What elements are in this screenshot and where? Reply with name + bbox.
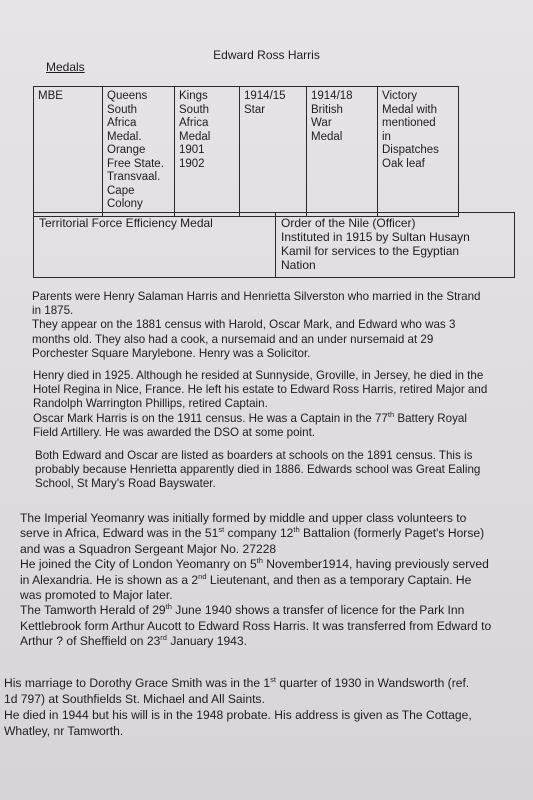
cell-line: Medal. xyxy=(107,130,142,143)
superscript: nd xyxy=(198,571,207,581)
text-line xyxy=(20,573,491,588)
superscript: th xyxy=(387,409,395,419)
cell-line: Orange xyxy=(107,144,146,156)
text-line: Field Artillery. He was awarded the DSO at some point. xyxy=(33,425,316,439)
medal-cell-1914-15-star xyxy=(240,87,307,217)
text-fragment: Battery Royal xyxy=(394,411,467,425)
text-line: Both Edward and Oscar are listed as boarders at schools on the 1891 census. This is xyxy=(35,449,473,462)
text-fragment: Lieutenant, and then as a temporary Captain. He xyxy=(206,572,472,587)
text-line: Randolph Warrington Phillips, retired Captain. xyxy=(33,397,268,411)
superscript: st xyxy=(218,525,225,535)
superscript: th xyxy=(165,602,172,612)
cell-line: Victory xyxy=(382,90,417,102)
cell-line: mentioned xyxy=(382,117,436,129)
text-line: School, St Mary's Road Bayswater. xyxy=(35,477,216,491)
text-line xyxy=(20,557,491,572)
text-line: Porchester Square Marylebone. Henry was a Solicitor. xyxy=(32,346,311,360)
cell-line: Medal xyxy=(311,130,343,143)
order-of-nile-cell xyxy=(276,213,515,278)
text-fragment: serve in Africa, Edward was in the 51 xyxy=(20,526,219,541)
text-fragment: quarter of 1930 in Wandsworth (ref. xyxy=(276,676,470,690)
text-fragment: He joined the City of London Yeomanry on 5 xyxy=(20,557,257,572)
text-line: Parents were Henry Salaman Harris and Henrietta Silverston who married in the Strand xyxy=(32,290,481,303)
cell-line: Colony xyxy=(107,198,143,210)
medal-cell-british-war-medal xyxy=(307,87,378,217)
text-fragment: Arthur ? of Sheffield on 23 xyxy=(20,634,161,649)
text-line: and was a Squadron Sergeant Major No. 27228 xyxy=(20,541,277,556)
text-line: was promoted to Major later. xyxy=(20,588,173,603)
text-line xyxy=(20,603,491,618)
text-line xyxy=(20,634,491,649)
text-line: probably because Henrietta apparently died in 1886. Edwards school was Great Ealing xyxy=(35,463,481,477)
text-line xyxy=(4,675,472,691)
text-line: Henry died in 1925. Although he resided at Sunnyside, Groville, in Jersey, he died in the xyxy=(33,369,484,382)
cell-line: Queens xyxy=(107,90,148,102)
medals-heading: Medals xyxy=(46,60,85,74)
cell-line: Medal xyxy=(179,130,211,143)
cell-line: 1914/15 xyxy=(244,90,286,102)
cell-line: Territorial Force Efficiency Medal xyxy=(39,216,213,230)
cell-line: Star xyxy=(244,103,266,116)
paragraph-henry-death xyxy=(33,369,487,440)
cell-line: 1914/18 xyxy=(311,90,353,102)
paragraph-parents xyxy=(32,290,481,361)
text-line: Whatley, nr Tamworth. xyxy=(4,724,124,738)
cell-line: Medal with xyxy=(382,103,437,116)
superscript: th xyxy=(293,525,300,535)
text-fragment: November1914, having previously served xyxy=(262,557,489,572)
text-line: Hotel Regina in Nice, France. He left his estate to Edward Ross Harris, retired Major and xyxy=(33,383,488,397)
medal-cell-victory-medal xyxy=(378,87,459,217)
medals-table xyxy=(33,86,459,217)
text-line xyxy=(33,409,487,426)
text-line: Kettlebrook form Arthur Aucott to Edward Ross Harris. It was transferred from Edward to xyxy=(20,618,492,633)
text-line: He died in 1944 but his will is in the 1948 probate. His address is given as The Cottage, xyxy=(4,708,472,722)
superscript: st xyxy=(270,674,277,684)
cell-line: Cape xyxy=(107,184,135,197)
text-fragment: June 1940 shows a transfer of licence for the Park Inn xyxy=(171,603,465,618)
cell-line: in xyxy=(382,130,391,143)
text-fragment: in Alexandria. He is shown as a 2 xyxy=(20,572,199,587)
cell-line: South xyxy=(179,103,210,116)
medal-cell-mbe xyxy=(34,87,103,217)
cell-line: Transvaal. xyxy=(107,171,161,183)
cell-line: Free State. xyxy=(107,157,164,170)
superscript: th xyxy=(256,556,263,566)
cell-line: Oak leaf xyxy=(382,157,425,170)
text-line: 1d 797) at Southfields St. Michael and All Saints. xyxy=(4,692,265,706)
paragraph-marriage xyxy=(4,675,472,739)
text-line xyxy=(20,526,491,541)
superscript: rd xyxy=(160,633,167,643)
second-medals-table xyxy=(33,212,515,278)
cell-line: British xyxy=(311,103,343,116)
cell-line: Dispatches xyxy=(382,144,439,156)
text-fragment: company 12 xyxy=(224,526,294,541)
text-fragment: The Tamworth Herald of 29 xyxy=(20,603,166,618)
cell-line: Kamil for services to the Egyptian xyxy=(281,244,460,258)
cell-line: Order of the Nile (Officer) xyxy=(281,216,416,230)
paragraph-yeomanry xyxy=(20,511,491,650)
paragraph-boarders xyxy=(35,449,480,492)
text-line: The Imperial Yeomanry was initially formed by middle and upper class volunteers to xyxy=(20,511,467,525)
cell-line: MBE xyxy=(38,90,63,102)
cell-line: War xyxy=(311,117,332,129)
document-title: Edward Ross Harris xyxy=(213,48,320,62)
cell-line: 1902 xyxy=(179,157,205,170)
medal-cell-queens-south-africa xyxy=(103,87,175,217)
text-fragment: His marriage to Dorothy Grace Smith was in the 1 xyxy=(4,676,271,690)
text-fragment: January 1943. xyxy=(166,634,247,649)
cell-line: Africa xyxy=(179,117,209,129)
cell-line: 1901 xyxy=(179,144,205,156)
medal-cell-kings-south-africa xyxy=(175,87,240,217)
cell-line: Instituted in 1915 by Sultan Husayn xyxy=(281,230,470,244)
cell-line: Africa xyxy=(107,117,137,129)
cell-line: Nation xyxy=(281,258,316,272)
cell-line: South xyxy=(107,103,138,116)
text-line: months old. They also had a cook, a nursemaid and an under nursemaid at 29 xyxy=(32,332,434,346)
territorial-force-cell xyxy=(34,213,276,278)
text-fragment: Battalion (formerly Paget's Horse) xyxy=(299,526,485,541)
text-fragment: Oscar Mark Harris is on the 1911 census. He was a Captain in the 77 xyxy=(33,411,388,425)
text-line: in 1875. xyxy=(32,304,74,318)
text-line: They appear on the 1881 census with Harold, Oscar Mark, and Edward who was 3 xyxy=(32,318,456,332)
cell-line: Kings xyxy=(179,90,208,102)
